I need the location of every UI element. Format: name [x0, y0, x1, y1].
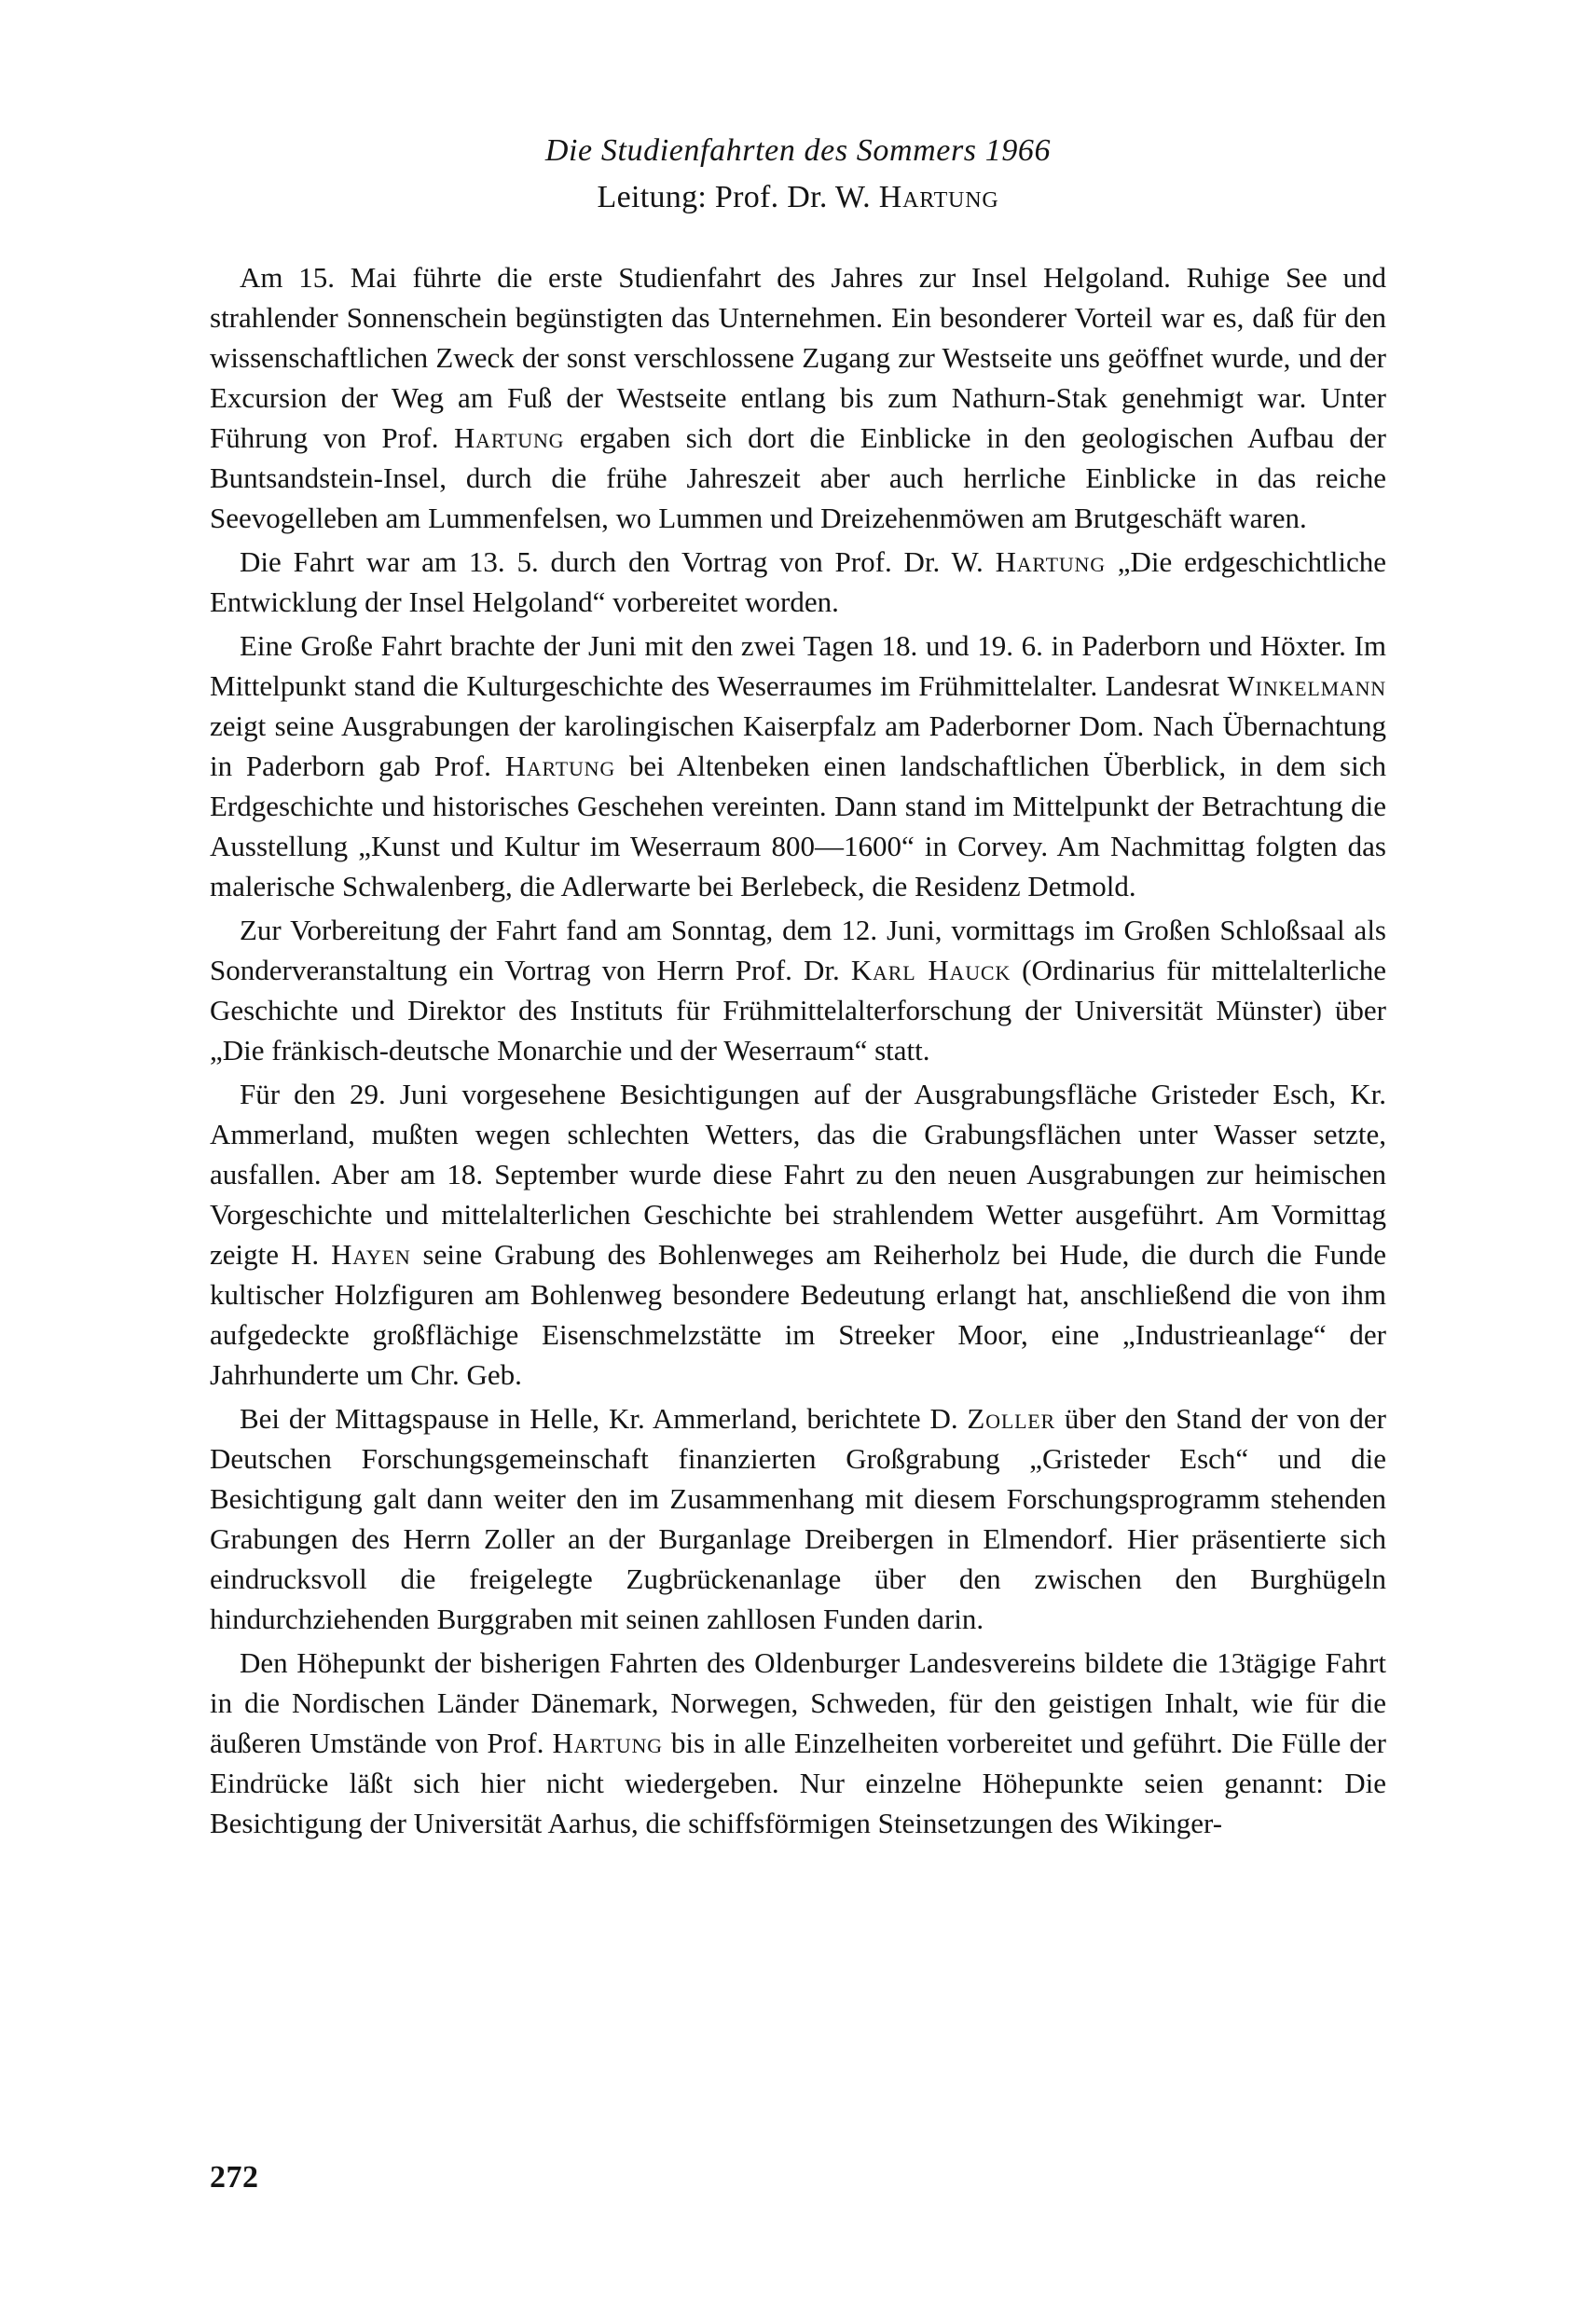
paragraph [210, 626, 1386, 906]
paragraph-text: Am 15. Mai führte die erste Studienfahrt des Jahres zur Insel Helgoland. Ruhige See und strahlender Sonnenschein begünstigten das Unternehmen. Ein besonderer Vorteil war es, daß für den wissenschaftlichen Zweck der sonst verschlossene Zugang zur Westseite uns geöffnet wurde, und der Excursion der Weg am Fuß der Westseite entlang bis zum Nathurn-Stak genehmigt war. Unter Führung von Prof. [210, 261, 1386, 454]
leader-name: Hartung [878, 180, 999, 214]
paragraph-text: bei Altenbeken einen landschaftlichen Überblick, in dem sich Erdgeschichte und historisches Geschehen vereinten. Dann stand im Mittelpunkt der Betrachtung die Ausstellung „Kunst und Kultur im Weserraum 800—1600“ in Corvey. Am Nachmittag folgten das malerische Schwalenberg, die Adlerwarte bei Berlebeck, die Residenz Detmold. [210, 750, 1386, 902]
paragraph-text: bis in alle Einzelheiten vorbereitet und geführt. Die Fülle der Eindrücke läßt sich hier nicht wiedergeben. Nur einzelne Höhepunkte seien genannt: Die Besichtigung der Universität Aarhus, die schiffsförmigen Steinsetzungen des Wikinger- [210, 1727, 1386, 1839]
paragraph [210, 1398, 1386, 1639]
person-name: Zoller [967, 1402, 1056, 1435]
person-name: Hartung [995, 545, 1106, 578]
paragraph-text: Für den 29. Juni vorgesehene Besichtigungen auf der Ausgrabungsfläche Gristeder Esch, Kr. Ammerland, mußten wegen schlechten Wetters, das die Grabungsflächen unter Wasser setzte, ausfallen. Aber am 18. September wurde diese Fahrt zu den neuen Ausgrabungen zur heimischen Vorgeschichte und mittelalterlichen Geschichte bei strahlendem Wetter ausgeführt. Am Vormittag zeigte H. [210, 1078, 1386, 1271]
paragraph [210, 910, 1386, 1070]
section-leader [210, 175, 1386, 220]
paragraph-text: Bei der Mittagspause in Helle, Kr. Ammerland, berichtete D. [240, 1402, 968, 1435]
paragraph-text: Eine Große Fahrt brachte der Juni mit den zwei Tagen 18. und 19. 6. in Paderborn und Höxter. Im Mittelpunkt stand die Kulturgeschichte des Weserraumes im Frühmittelalter. Landesrat [210, 629, 1386, 702]
paragraph-text: ergaben sich dort die Einblicke in den geologischen Aufbau der Buntsandstein-Insel, durch die frühe Jahreszeit aber auch herrliche Einblicke in das reiche Seevogelleben am Lummenfelsen, wo Lummen und Dreizehenmöwen am Brutgeschäft waren. [210, 421, 1387, 534]
person-name: Hartung [552, 1727, 663, 1759]
person-name: Winkelmann [1227, 669, 1386, 702]
person-name: Karl Hauck [850, 954, 1011, 986]
paragraph-text: Den Höhepunkt der bisherigen Fahrten des Oldenburger Landesvereins bildete die 13tägige Fahrt in die Nordischen Länder Dänemark, Norwegen, Schweden, für den geistigen Inhalt, wie für die äußeren Umstände von Prof. [210, 1646, 1386, 1759]
paragraph-text: (Ordinarius für mittelalterliche Geschichte und Direktor des Instituts für Frühmittelalterforschung der Universität Münster) über „Die fränkisch-deutsche Monarchie und der Weserraum“ statt. [210, 954, 1386, 1067]
paragraph-text: „Die erdgeschichtliche Entwicklung der Insel Helgoland“ vorbereitet worden. [210, 545, 1386, 618]
page-number: 272 [210, 2160, 259, 2195]
person-name: Hartung [454, 421, 565, 454]
person-name: Hayen [331, 1238, 411, 1271]
paragraph [210, 1074, 1386, 1395]
paragraph-text: über den Stand der von der Deutschen Forschungsgemeinschaft finanzierten Großgrabung „Gristeder Esch“ und die Besichtigung galt dann weiter den im Zusammenhang mit diesem Forschungsprogramm stehenden Grabungen des Herrn Zoller an der Burganlage Dreibergen in Elmendorf. Hier präsentierte sich eindrucksvoll die freigelegte Zugbrückenanlage über den zwischen den Burghügeln hindurchziehenden Burggraben mit seinen zahllosen Funden darin. [210, 1402, 1386, 1635]
paragraph-text: Zur Vorbereitung der Fahrt fand am Sonntag, dem 12. Juni, vormittags im Großen Schloßsaal als Sonderveranstaltung ein Vortrag von Herrn Prof. Dr. [210, 914, 1386, 986]
section-title: Die Studienfahrten des Sommers 1966 [544, 133, 1052, 168]
paragraph [210, 542, 1386, 622]
paragraph-text: Die Fahrt war am 13. 5. durch den Vortrag von Prof. Dr. W. [240, 545, 996, 578]
paragraph [210, 257, 1386, 538]
paragraph-text: seine Grabung des Bohlenweges am Reiherholz bei Hude, die durch die Funde kultischer Holzfiguren am Bohlenweg besondere Bedeutung erlangt hat, anschließend die von ihm aufgedeckte großflächige Eisenschmelzstätte im Streeker Moor, eine „Industrieanlage“ der Jahrhunderte um Chr. Geb. [210, 1238, 1387, 1391]
body-text [210, 257, 1386, 1847]
person-name: Hartung [504, 750, 616, 782]
leader-prefix: Leitung: Prof. Dr. W. [597, 180, 879, 214]
paragraph [210, 1643, 1386, 1843]
paragraph-text: zeigt seine Ausgrabungen der karolingischen Kaiserpfalz am Paderborner Dom. Nach Übernachtung in Paderborn gab Prof. [210, 709, 1386, 782]
section-header [210, 129, 1386, 220]
